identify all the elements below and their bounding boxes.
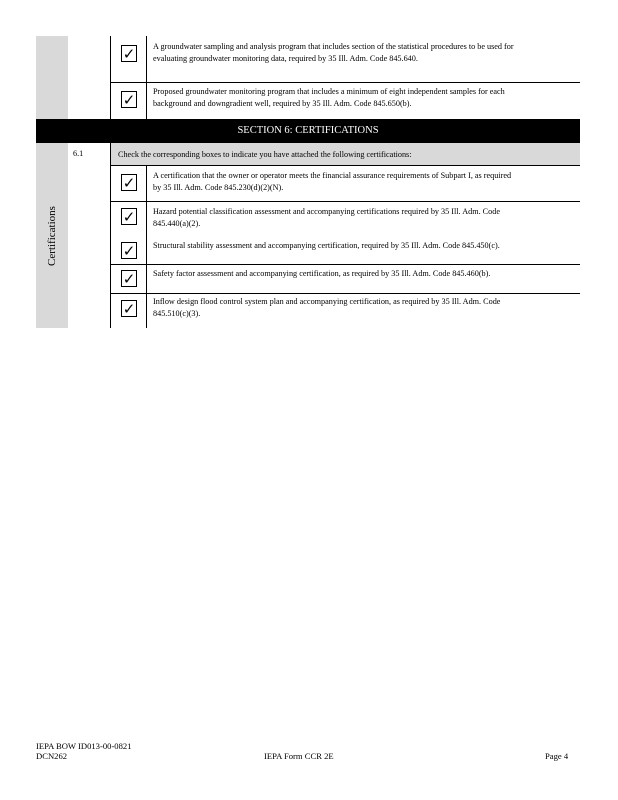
section-header: SECTION 6: CERTIFICATIONS: [36, 119, 580, 143]
divider: [110, 165, 580, 166]
checkbox-sampling-program[interactable]: ✓: [122, 45, 136, 63]
instruction-text: Check the corresponding boxes to indicate you have attached the following certifications:: [118, 150, 412, 159]
divider: [110, 264, 580, 265]
checkbox-monitoring-program[interactable]: ✓: [122, 91, 136, 109]
footer-doc-id: IEPA BOW ID013-00-0821: [36, 741, 132, 751]
divider: [146, 165, 147, 328]
divider: [110, 36, 111, 119]
divider: [146, 36, 147, 119]
checkbox-safety-factor[interactable]: ✓: [122, 270, 136, 288]
footer-page-number: Page 4: [545, 751, 569, 761]
divider: [110, 82, 580, 83]
cert-item-text: Inflow design flood control system plan and accompanying certification, as required by 35 Ill. Adm. Code 845.510(c)(3).: [153, 297, 501, 318]
checkbox-financial-assurance[interactable]: ✓: [122, 174, 136, 192]
item-number: 6.1: [73, 149, 84, 158]
checkbox-structural-stability[interactable]: ✓: [122, 242, 136, 260]
item-text: Proposed groundwater monitoring program that includes a minimum of eight independent samples for each background and downgradient well, required by 35 Ill. Adm. Code 845.650(b).: [153, 87, 505, 108]
cert-item-text: Hazard potential classification assessment and accompanying certifications required by 35 Ill. Adm. Code 845.440(a)(2).: [153, 207, 500, 228]
cert-item-text: Safety factor assessment and accompanying certification, as required by 35 Ill. Adm. Code 845.460(b).: [153, 269, 491, 278]
checkbox-inflow-design[interactable]: ✓: [122, 300, 136, 318]
footer-form-name: IEPA Form CCR 2E: [264, 751, 334, 761]
item-text: A groundwater sampling and analysis program that includes section of the statistical procedures to be used for evaluating groundwater monitoring data, required by 35 Ill. Adm. Code 845.640.: [153, 42, 514, 63]
divider: [110, 143, 111, 328]
divider: [110, 201, 580, 202]
divider: [110, 293, 580, 294]
left-side-strip-top: [36, 36, 68, 119]
cert-item-text: A certification that the owner or operator meets the financial assurance requirements of Subpart I, as required by 35 Ill. Adm. Code 845.230(d)(2)(N).: [153, 171, 512, 192]
cert-item-text: Structural stability assessment and accompanying certification, required by 35 Ill. Adm. Code 845.450(c).: [153, 241, 500, 250]
checkbox-hazard-potential[interactable]: ✓: [122, 208, 136, 226]
section-side-label: Certifications: [46, 206, 58, 266]
footer-dcn: DCN262: [36, 751, 68, 761]
